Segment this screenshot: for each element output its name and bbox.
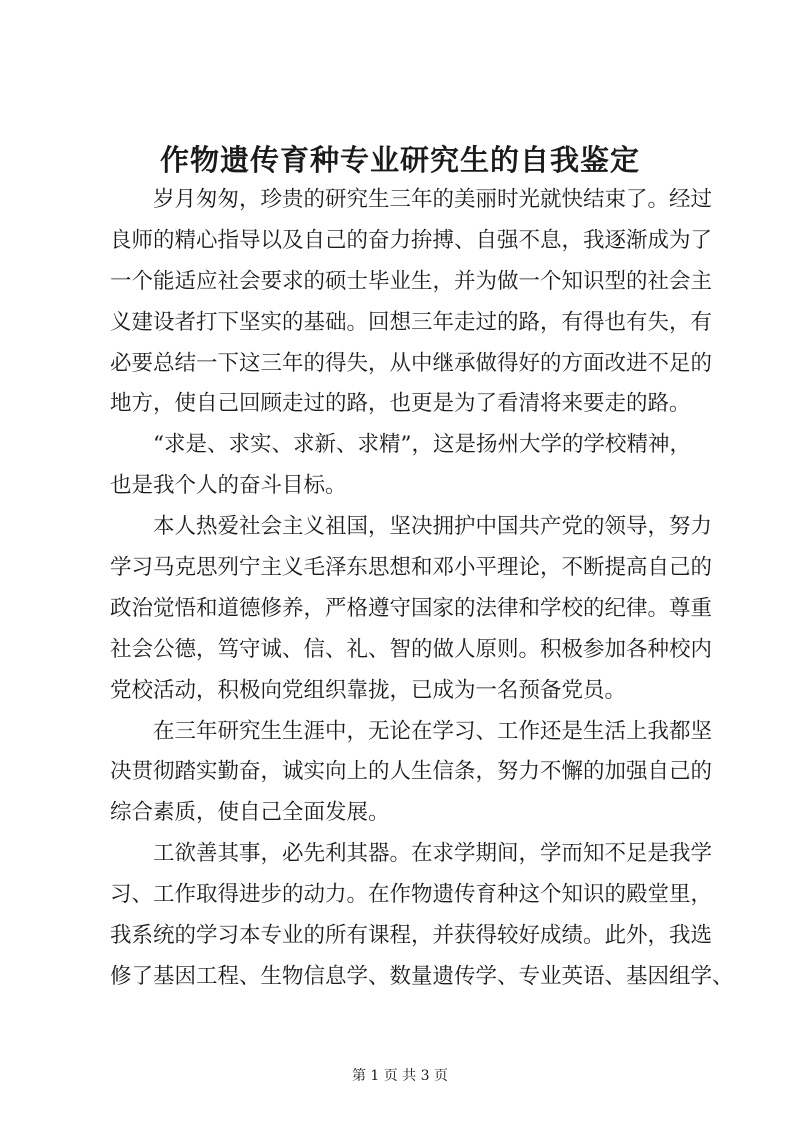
text-line: 综合素质，使自己全面发展。 bbox=[110, 800, 390, 826]
text-line: 党校活动，积极向党组织靠拢，已成为一名预备党员。 bbox=[110, 677, 627, 703]
text-line: 我系统的学习本专业的所有课程，并获得较好成绩。此外，我选 bbox=[110, 923, 713, 949]
document-title: 作物遗传育种专业研究生的自我鉴定 bbox=[159, 143, 640, 177]
paragraph-5 bbox=[110, 834, 734, 998]
text-line: 必要总结一下这三年的得失，从中继承做得好的方面改进不足的 bbox=[110, 350, 713, 376]
text-line: 习、工作取得进步的动力。在作物遗传育种这个知识的殿堂里， bbox=[110, 882, 713, 908]
paragraph-4 bbox=[110, 712, 713, 835]
text-line: 在三年研究生生涯中，无论在学习、工作还是生活上我都坚 bbox=[110, 718, 713, 744]
text-line: 决贯彻踏实勤奋，诚实向上的人生信条，努力不懈的加强自己的 bbox=[110, 759, 713, 785]
text-line: 学习马克思列宁主义毛泽东思想和邓小平理论，不断提高自己的 bbox=[110, 555, 713, 581]
text-line: “求是、求实、求新、求精”，这是扬州大学的学校精神， bbox=[110, 432, 691, 458]
text-line: 本人热爱社会主义祖国，坚决拥护中国共产党的领导，努力 bbox=[110, 514, 713, 540]
text-line: 政治觉悟和道德修养，严格遵守国家的法律和学校的纪律。尊重 bbox=[110, 595, 713, 621]
text-line: 地方，使自己回顾走过的路，也更是为了看清将来要走的路。 bbox=[110, 391, 691, 417]
paragraph-1 bbox=[110, 180, 713, 425]
text-line: 也是我个人的奋斗目标。 bbox=[110, 473, 347, 499]
paragraph-3 bbox=[110, 507, 713, 711]
text-line: 义建设者打下坚实的基础。回想三年走过的路，有得也有失，有 bbox=[110, 309, 713, 335]
page-number-footer: 第 1 页 共 3 页 bbox=[351, 1068, 449, 1084]
text-line: 工欲善其事，必先利其器。在求学期间，学而知不足是我学 bbox=[110, 841, 713, 867]
document-body bbox=[110, 180, 734, 998]
text-line: 社会公德，笃守诚、信、礼、智的做人原则。积极参加各种校内 bbox=[110, 636, 713, 662]
text-line: 岁月匆匆，珍贵的研究生三年的美丽时光就快结束了。经过 bbox=[110, 187, 713, 212]
text-line: 修了基因工程、生物信息学、数量遗传学、专业英语、基因组学、 bbox=[110, 963, 734, 989]
text-line: 良师的精心指导以及自己的奋力拚搏、自强不息，我逐渐成为了 bbox=[110, 227, 713, 253]
text-line: 一个能适应社会要求的硕士毕业生，并为做一个知识型的社会主 bbox=[110, 268, 713, 294]
paragraph-2 bbox=[110, 425, 690, 507]
